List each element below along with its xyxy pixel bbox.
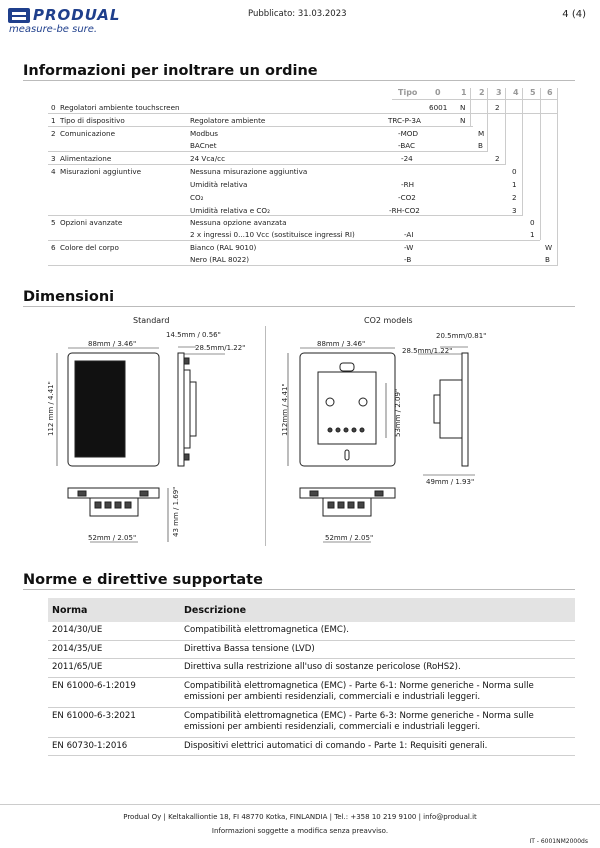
co2-front-view (288, 348, 395, 466)
co2-side-view (418, 347, 475, 475)
norm-cell: EN 61000-6-3:2021 (48, 707, 180, 737)
order-row-num: 4 (51, 167, 56, 176)
norm-desc-cell: Dispositivi elettrici automatici di comando - Parte 1: Requisiti generali. (180, 737, 575, 756)
std-depth-total-dim: 14.5mm / 0.56" (166, 331, 221, 339)
norms-section-title: Norme e direttive supportate (23, 572, 263, 588)
norms-title-rule (23, 589, 575, 590)
order-row-desc: Umidità relativa (190, 180, 248, 189)
order-row-mark: M (478, 129, 485, 138)
norm-cell: EN 60730-1:2016 (48, 737, 180, 756)
order-row-desc: Bianco (RAL 9010) (190, 243, 257, 252)
table-row (48, 659, 575, 678)
order-row-mark: N (460, 116, 466, 125)
order-row-desc: 24 Vca/cc (190, 154, 226, 163)
order-row-mark: 0 (530, 218, 535, 227)
co2-depth-back-dim: 28.5mm/1.22" (402, 347, 453, 355)
order-row-code: -CO2 (398, 193, 416, 202)
norm-cell: EN 61000-6-1:2019 (48, 677, 180, 707)
order-row-desc: BACnet (190, 141, 217, 150)
order-row-desc: Modbus (190, 129, 219, 138)
order-row-mark: 0 (512, 167, 517, 176)
order-row-num: 2 (51, 129, 56, 138)
co2-depth-total-dim: 20.5mm/0.81" (436, 332, 487, 340)
order-row-num: 5 (51, 218, 56, 227)
dimension-drawings (0, 320, 600, 550)
standard-label: Standard (133, 316, 170, 325)
norm-desc-cell: Compatibilità elettromagnetica (EMC). (180, 622, 575, 640)
page-number: 4 (4) (562, 9, 586, 20)
order-row-desc: Nero (RAL 8022) (190, 255, 250, 264)
dimensions-title-rule (23, 306, 575, 307)
order-section-title: Informazioni per inoltrare un ordine (23, 63, 318, 79)
order-row-category: Misurazioni aggiuntive (60, 167, 141, 176)
order-row-desc: Regolatore ambiente (190, 116, 266, 125)
order-row-desc: Nessuna misurazione aggiuntiva (190, 167, 308, 176)
footer-rule (0, 804, 600, 805)
order-row-code: 6001 (429, 103, 448, 112)
tagline: measure-be sure. (9, 24, 98, 35)
order-row-code: TRC-P-3A (388, 116, 421, 125)
order-row-code: -AI (404, 230, 414, 239)
co2-label: CO2 models (364, 316, 413, 325)
order-row-code: -MOD (398, 129, 418, 138)
norm-desc-cell: Compatibilità elettromagnetica (EMC) - Parte 6-1: Norme generiche - Norma sulle emissioni per ambienti residenziali, commerciali e industriali leggeri. (180, 677, 575, 707)
order-row-mark: 2 (512, 193, 517, 202)
document-id: IT - 6001NM2000ds (529, 838, 588, 845)
order-row-category: Colore del corpo (60, 243, 119, 252)
order-row-mark: W (545, 243, 553, 252)
std-bottom-height-dim: 43 mm / 1.69" (172, 486, 180, 537)
co2-inner-height-dim: 53mm / 2.09" (394, 388, 402, 437)
norms-col-norm: Norma (48, 598, 180, 622)
co2-side-width-dim: 49mm / 1.93" (426, 478, 475, 486)
order-row-category: Comunicazione (60, 129, 116, 138)
co2-bottom-width-dim: 52mm / 2.05" (325, 534, 374, 542)
standard-front-view (57, 348, 159, 466)
order-row-desc: CO₂ (190, 193, 204, 202)
order-col-4: 4 (513, 88, 519, 97)
order-row-desc: Umidità relativa e CO₂ (190, 206, 270, 215)
order-col-0: 0 (435, 88, 441, 97)
published-date: Pubblicato: 31.03.2023 (248, 9, 347, 19)
order-row-mark: N (460, 103, 466, 112)
order-row-code: -RH (401, 180, 414, 189)
norms-col-desc: Descrizione (180, 598, 575, 622)
order-row-mark: 2 (495, 154, 500, 163)
order-row-desc: Nessuna opzione avanzata (190, 218, 287, 227)
dimensions-section-title: Dimensioni (23, 289, 115, 305)
order-col-3: 3 (496, 88, 502, 97)
produal-logo-text: PRODUAL (33, 6, 121, 24)
order-row-code: -BAC (398, 141, 416, 150)
std-height-dim: 112 mm / 4.41" (47, 381, 55, 436)
footer-address: Produal Oy | Keltakalliontie 18, FI 48770 Kotka, FINLANDIA | Tel.: +358 10 219 9100 | info@produal.it (123, 813, 477, 821)
order-row-mark: B (545, 255, 550, 264)
order-row-num: 0 (51, 103, 56, 112)
co2-height-dim: 112mm / 4.41" (281, 383, 289, 436)
order-row-code: -B (404, 255, 412, 264)
norms-table (48, 598, 575, 756)
co2-width-dim: 88mm / 3.46" (317, 340, 366, 348)
order-row-category: Alimentazione (60, 154, 112, 163)
order-col-2: 2 (479, 88, 485, 97)
order-col-1: 1 (461, 88, 467, 97)
order-row-mark: 1 (530, 230, 535, 239)
order-row-mark: 1 (512, 180, 517, 189)
order-row-desc: 2 x ingressi 0...10 Vcc (sostituisce ingressi RI) (190, 230, 355, 239)
order-row-num: 3 (51, 154, 56, 163)
norm-cell: 2014/30/UE (48, 622, 180, 640)
standard-side-view (178, 347, 225, 466)
std-bottom-width-dim: 52mm / 2.05" (88, 534, 137, 542)
order-row-mark: 3 (512, 206, 517, 215)
std-width-dim: 88mm / 3.46" (88, 340, 137, 348)
order-row-category: Regolatori ambiente touchscreen (60, 103, 180, 112)
order-row-category: Opzioni avanzate (60, 218, 123, 227)
order-row-code: -24 (401, 154, 413, 163)
footer-notice: Informazioni soggette a modifica senza preavviso. (211, 827, 389, 835)
norm-desc-cell: Compatibilità elettromagnetica (EMC) - Parte 6-3: Norme generiche - Norma sulle emissioni per ambienti residenziali, commerciali e industriali leggeri. (180, 707, 575, 737)
norm-desc-cell: Direttiva Bassa tensione (LVD) (180, 640, 575, 659)
order-col-5: 5 (530, 88, 536, 97)
order-row-num: 1 (51, 116, 56, 125)
table-row (48, 707, 575, 737)
order-row-code: -RH-CO2 (389, 206, 420, 215)
norm-cell: 2014/35/UE (48, 640, 180, 659)
order-row-num: 6 (51, 243, 56, 252)
norms-table-header (48, 598, 575, 622)
order-tipo-label: Tipo (398, 88, 418, 97)
norm-cell: 2011/65/UE (48, 659, 180, 678)
table-row (48, 640, 575, 659)
order-row-category: Tipo di dispositivo (60, 116, 125, 125)
table-row (48, 677, 575, 707)
table-row (48, 737, 575, 756)
std-depth-back-dim: 28.5mm/1.22" (195, 344, 246, 352)
order-table (0, 0, 600, 280)
order-row-mark: 2 (495, 103, 500, 112)
norm-desc-cell: Direttiva sulla restrizione all'uso di sostanze pericolose (RoHS2). (180, 659, 575, 678)
order-row-mark: B (478, 141, 483, 150)
table-row (48, 622, 575, 640)
order-row-code: -W (404, 243, 414, 252)
order-col-6: 6 (547, 88, 553, 97)
